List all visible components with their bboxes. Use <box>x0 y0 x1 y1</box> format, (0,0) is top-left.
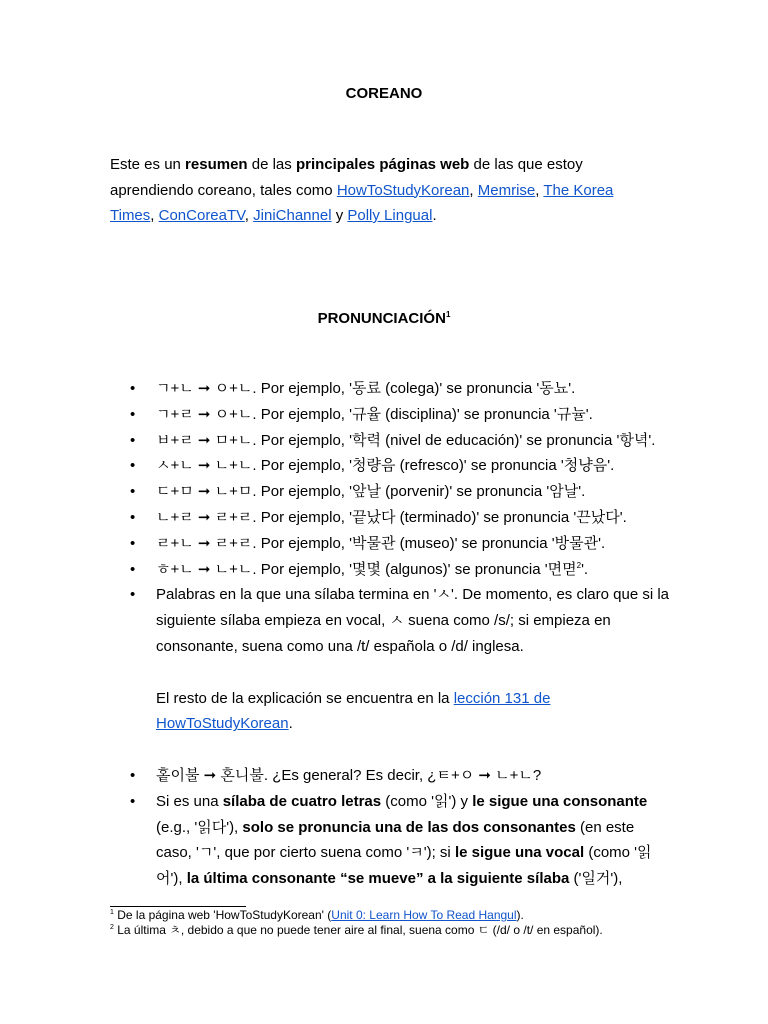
jamo-left: ㄹ+ㄴ <box>156 534 194 552</box>
jamo-right: ㅇ+ㄴ <box>214 405 253 423</box>
rule-text: (' <box>569 870 582 888</box>
korean-word: 몇몇 <box>351 560 381 578</box>
jamo-left: ㅅ+ㄴ <box>156 457 194 475</box>
list-item <box>110 453 670 479</box>
arrow-icon: ➞ <box>193 483 215 501</box>
rule-text: . ¿Es general? Es decir, ¿ <box>263 766 437 784</box>
footnote-text: La última <box>113 922 170 937</box>
rule-text: '. <box>619 508 627 526</box>
rule-text: (museo)' se pronuncia ' <box>395 534 555 552</box>
rule-text: . Por ejemplo, ' <box>252 534 352 552</box>
intro-text: Este es un <box>110 156 186 173</box>
korean-pronunciation: 혼니불 <box>220 766 264 784</box>
section-title-text: PRONUNCIACIÓN <box>317 310 446 327</box>
rule-text: (terminado)' se pronuncia ' <box>395 508 577 526</box>
list-item <box>110 763 670 789</box>
link-unit-0[interactable]: Unit 0: Learn How To Read Hangul <box>331 908 517 922</box>
arrow-icon: ➞ <box>193 380 215 397</box>
rule-text: . Por ejemplo, ' <box>252 431 352 449</box>
separator: , <box>535 181 544 199</box>
intro-text: de las <box>247 156 296 173</box>
rule-text: . Por ejemplo, ' <box>252 508 352 526</box>
jamo-right: ㄴ+ㅁ <box>214 483 253 501</box>
rest-text: El resto de la explicación se encuentra en la <box>156 689 454 707</box>
arrow-icon: ➞ <box>193 431 215 449</box>
rule-text: '. <box>648 431 656 449</box>
link-concoreatv[interactable]: ConCoreaTV <box>158 207 245 224</box>
document-title: COREANO <box>345 85 423 102</box>
rule-text: . Por ejemplo, ' <box>252 457 352 475</box>
list-item <box>110 479 670 505</box>
jamo: ㄷ <box>477 922 490 937</box>
bullet-icon: • <box>130 457 136 475</box>
bullet-icon: • <box>130 483 136 501</box>
korean-pronunciation: 규뉼 <box>556 405 586 423</box>
rule-text: '. <box>598 534 606 552</box>
rule-text: Si es una <box>156 792 223 810</box>
korean-word: 읽다 <box>197 818 227 836</box>
list-item <box>110 505 670 531</box>
jamo-right: ㄹ+ㄹ <box>214 508 253 526</box>
footnote-ref[interactable]: 2 <box>576 560 582 570</box>
korean-pronunciation: 방물관 <box>554 534 599 552</box>
list-item <box>110 531 670 557</box>
rule-text: ', que por cierto suena como ' <box>213 844 410 862</box>
rule-text: (como ' <box>381 792 434 810</box>
blank-line <box>156 660 670 686</box>
link-polly-lingual[interactable]: Polly Lingual <box>347 207 433 224</box>
jamo-left: ㅎ+ㄴ <box>156 560 194 578</box>
rule-text: . Por ejemplo, ' <box>252 405 352 423</box>
list-item <box>110 557 670 583</box>
footnote-number: 1 <box>110 909 114 916</box>
arrow-icon: ➞ <box>193 508 215 526</box>
rest-text: . <box>288 715 293 733</box>
arrow-icon: ➞ <box>474 766 496 784</box>
bullet-icon: • <box>130 431 136 449</box>
jamo: ㄱ <box>198 844 214 862</box>
jamo-left: ㅂ+ㄹ <box>156 431 194 449</box>
separator: y <box>331 207 348 224</box>
link-the-korea-times[interactable]: The Korea Times <box>110 181 614 224</box>
rule-text: (como ' <box>584 844 638 862</box>
jamo: ㅊ <box>169 922 181 937</box>
korean-pronunciation: 면멷 <box>547 560 577 578</box>
blank-line <box>156 737 670 763</box>
list-item <box>110 582 670 763</box>
section-title <box>0 310 768 327</box>
list-item <box>110 789 670 892</box>
rule-text: (porvenir)' se pronuncia ' <box>380 483 550 501</box>
link-jinichannel[interactable]: JiniChannel <box>253 207 332 224</box>
rule-text: '), <box>170 870 187 888</box>
rule-text: '. De momento, es claro que si la siguiente sílaba empieza en vocal, <box>156 586 670 630</box>
korean-pronunciation: 항녁 <box>619 431 649 449</box>
korean-word: 규율 <box>351 405 381 423</box>
footnote-text: ). <box>516 908 524 922</box>
footnote-text: De la página web 'HowToStudyKorean' ( <box>113 908 332 922</box>
rule-text: (algunos)' se pronuncia ' <box>380 560 548 578</box>
intro-bold: resumen <box>185 156 248 173</box>
korean-pronunciation: 암날 <box>549 483 579 501</box>
bullet-icon: • <box>130 766 136 784</box>
separator: , <box>150 207 159 224</box>
arrow-icon: ➞ <box>199 766 221 784</box>
arrow-icon: ➞ <box>193 405 215 423</box>
jamo-left: ㄴ+ㄹ <box>156 508 194 526</box>
bullet-icon: • <box>130 380 136 397</box>
jamo-right: ㄴ+ㄴ <box>214 457 253 475</box>
footnote-2 <box>110 923 710 938</box>
arrow-icon: ➞ <box>193 457 215 475</box>
jamo-left: ㄱ+ㄹ <box>156 405 194 423</box>
jamo: ㅅ <box>436 586 452 604</box>
jamo-right: ㄴ+ㄴ <box>214 560 253 578</box>
separator: . <box>432 207 437 224</box>
korean-word: 앞날 <box>351 483 381 501</box>
rule-bold: le sigue una consonante <box>472 792 648 810</box>
rule-bold: le sigue una vocal <box>454 844 585 862</box>
rule-text: ? <box>532 766 542 784</box>
rule-text: (disciplina)' se pronuncia ' <box>380 405 557 423</box>
rule-text: '), <box>610 870 623 888</box>
rule-bold: solo se pronuncia una de las dos consonantes <box>242 818 576 836</box>
rules-list <box>110 376 670 892</box>
rule-text: '. <box>607 457 615 475</box>
bullet-icon: • <box>130 534 136 552</box>
rule-bold: la última consonante “se mueve” a la siguiente sílaba <box>186 870 570 888</box>
link-memrise[interactable]: Memrise <box>477 181 536 199</box>
rule-text: '); si <box>423 844 455 862</box>
arrow-icon: ➞ <box>193 560 215 578</box>
footnote-text: (/d/ o /t/ en español). <box>489 922 603 937</box>
korean-pronunciation: 청냥음 <box>563 457 608 475</box>
jamo-right: ㅇ+ㄴ <box>214 380 253 397</box>
bullet-icon: • <box>130 508 136 526</box>
rule-text: (colega)' se pronuncia ' <box>380 380 540 397</box>
intro-paragraph <box>110 152 650 229</box>
jamo-left: ㅌ+ㅇ <box>436 766 475 784</box>
jamo-right: ㄹ+ㄹ <box>214 534 253 552</box>
korean-word: 박물관 <box>351 534 396 552</box>
link-howtostudykorean[interactable]: HowToStudyKorean <box>336 181 470 199</box>
separator: , <box>469 181 478 199</box>
jamo: ㅋ <box>409 844 424 862</box>
rule-text: '. <box>581 560 589 578</box>
list-item <box>110 428 670 454</box>
jamo-left: ㄱ+ㄴ <box>156 380 194 397</box>
footnotes <box>110 908 710 937</box>
jamo-right: ㄴ+ㄴ <box>495 766 533 784</box>
footnote-ref[interactable]: 1 <box>445 310 451 319</box>
bullet-icon: • <box>130 560 136 578</box>
bullet-icon: • <box>130 792 136 810</box>
korean-word: 홑이불 <box>156 766 200 784</box>
bullet-icon: • <box>130 586 136 604</box>
rule-bold: sílaba de cuatro letras <box>222 792 382 810</box>
footnote-separator <box>110 906 246 907</box>
rule-text: (en este caso, ' <box>156 818 635 862</box>
rule-text: . Por ejemplo, ' <box>252 380 352 397</box>
rest-paragraph <box>156 686 670 738</box>
rule-text: (e.g., ' <box>156 818 198 836</box>
korean-word: 동료 <box>351 380 381 397</box>
rule-text: ') y <box>448 792 473 810</box>
korean-word: 읽 <box>434 792 449 810</box>
korean-pronunciation: 끈났다 <box>576 508 620 526</box>
rule-text: '), <box>226 818 243 836</box>
jamo-left: ㄷ+ㅁ <box>156 483 194 501</box>
korean-word: 읽어 <box>156 844 652 888</box>
footnote-number: 2 <box>110 923 114 931</box>
list-item <box>110 376 670 402</box>
rule-text: '. <box>585 405 593 423</box>
rule-text: '. <box>578 483 586 501</box>
rule-text: suena como /s/; si empieza en consonante, suena como una /t/ española o /d/ inglesa. <box>156 612 611 655</box>
rule-text: '. <box>568 380 576 397</box>
list-item <box>110 402 670 428</box>
korean-word: 청량음 <box>351 457 396 475</box>
rule-text: (nivel de educación)' se pronuncia ' <box>380 431 620 449</box>
bullet-icon: • <box>130 405 136 423</box>
separator: , <box>244 207 254 224</box>
jamo: ㅅ <box>389 612 404 630</box>
rule-text: (refresco)' se pronuncia ' <box>395 457 564 475</box>
link-lesson-131[interactable]: lección 131 de HowToStudyKorean <box>156 689 551 733</box>
intro-bold: principales páginas web <box>295 156 470 173</box>
footnote-1 <box>110 908 710 923</box>
korean-word: 학력 <box>351 431 381 449</box>
rule-text: . Por ejemplo, ' <box>252 560 352 578</box>
jamo-right: ㅁ+ㄴ <box>214 431 253 449</box>
footnote-text: , debido a que no puede tener aire al final, suena como <box>180 922 478 937</box>
korean-pronunciation: 동뇨 <box>539 380 569 397</box>
rule-text: Palabras en la que una sílaba termina en ' <box>156 586 437 604</box>
rule-text: . Por ejemplo, ' <box>252 483 352 501</box>
korean-word: 끝났다 <box>351 508 396 526</box>
korean-word: 일거 <box>581 870 611 888</box>
arrow-icon: ➞ <box>193 534 215 552</box>
intro-text: de las que estoy aprendiendo coreano, tales como <box>110 156 583 199</box>
